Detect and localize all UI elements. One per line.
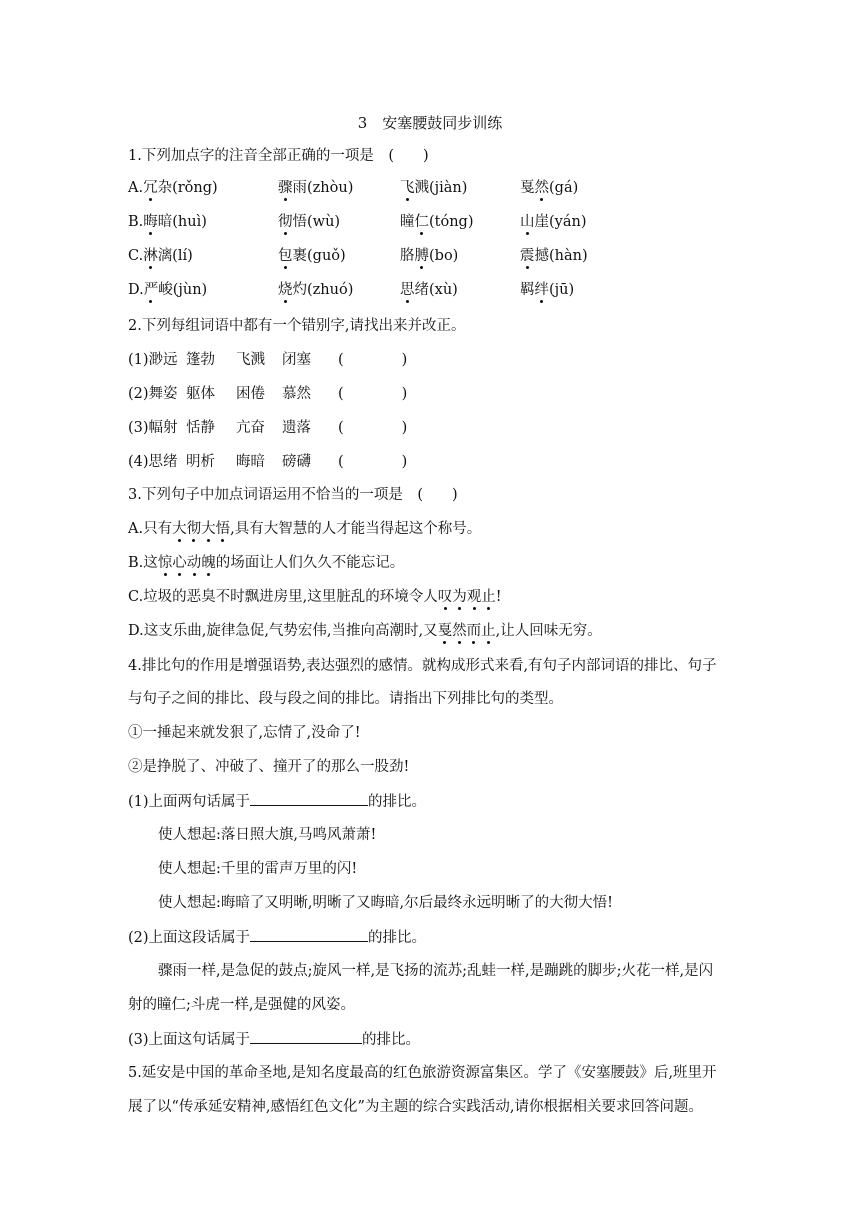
q1-option-item xyxy=(520,178,578,198)
emphasis-char: 心 xyxy=(172,555,187,571)
answer-blank-3[interactable] xyxy=(250,1029,362,1044)
q4-sentence-1: ①一捶起来就发狠了,忘情了,没命了! xyxy=(128,725,361,741)
q4-stem-line1: 4.排比句的作用是增强语势,表达强烈的感情。就构成形式来看,有句子内部词语的排比、句子 xyxy=(128,658,717,674)
answer-paren[interactable]: ( ) xyxy=(338,352,408,368)
q1-option-item xyxy=(128,178,218,198)
option-label: D. xyxy=(128,282,144,298)
pinyin-char: 骤 xyxy=(278,180,293,196)
q4-answer-3: (3)上面这句话属于 的排比。 xyxy=(128,1029,420,1050)
pinyin-text: 杂(rǒng) xyxy=(157,180,218,196)
q3-option-b: B.这惊心动魄的场面让人们久久不能忘记。 xyxy=(128,555,405,571)
q2-word: 亢奋 xyxy=(236,420,265,436)
pinyin-char: 瞳 xyxy=(400,214,415,230)
pinyin-char: 包 xyxy=(278,248,293,264)
pinyin-char: 胳 xyxy=(400,248,415,264)
pinyin-text: 暗(huì) xyxy=(157,214,207,230)
pinyin-text: (jū) xyxy=(549,282,575,298)
q2-word: (2)舞姿 xyxy=(128,386,178,402)
option-label: B. xyxy=(128,214,144,230)
emphasis-char: 悟 xyxy=(215,521,231,537)
q2-word: (1)渺远 xyxy=(128,352,178,368)
pinyin-text: 溅(jiàn) xyxy=(414,180,468,196)
answer-paren[interactable]: ( ) xyxy=(338,386,408,402)
emphasis-char: 大 xyxy=(172,521,187,537)
answer-paren[interactable]: ( ) xyxy=(338,420,408,436)
q2-word: 遗落 xyxy=(282,420,311,436)
pinyin-text: 漓(lí) xyxy=(157,248,193,264)
q1-option-item xyxy=(400,178,467,198)
q2-word: 躯体 xyxy=(186,386,215,402)
q4-passage-line3: 使人想起:晦暗了又明晰,明晰了又晦暗,尔后最终永远明晰了的大彻大悟! xyxy=(158,895,613,911)
q1-option-item xyxy=(278,178,353,198)
q1-option-item xyxy=(128,280,207,300)
pinyin-char: 山 xyxy=(520,214,535,230)
option-label: C. xyxy=(128,248,144,264)
q1-option-item xyxy=(520,280,574,300)
q4-passage-line1: 使人想起:落日照大旗,马鸣风萧萧! xyxy=(158,827,377,843)
emphasis-char: 魄 xyxy=(201,555,216,571)
q1-option-item xyxy=(278,212,340,232)
pinyin-text: 裹(guǒ) xyxy=(292,248,346,264)
q4-stem-line2: 与句子之间的排比、段与段之间的排比。请指出下列排比句的类型。 xyxy=(128,691,563,707)
emphasis-char: 叹 xyxy=(437,589,453,605)
q4-para-line1: 骤雨一样,是急促的鼓点;旋风一样,是飞扬的流苏;乱蛙一样,是蹦跳的脚步;火花一样,是闪 xyxy=(158,963,714,979)
emphasis-char: 彻 xyxy=(186,521,202,537)
q4-passage-line2: 使人想起:千里的雷声万里的闪! xyxy=(158,861,358,877)
emphasis-char: 大 xyxy=(201,521,216,537)
emphasis-char: 止 xyxy=(481,623,496,639)
pinyin-text: 绪(xù) xyxy=(414,282,458,298)
pinyin-char: 烧 xyxy=(278,282,293,298)
pinyin-char: 绊 xyxy=(534,282,549,298)
emphasis-char: 然 xyxy=(452,623,467,639)
pinyin-text: (bo) xyxy=(429,248,459,264)
q2-word: 飞溅 xyxy=(236,352,265,368)
q2-word: 明析 xyxy=(186,454,215,470)
q4-answer-2: (2)上面这段话属于 的排比。 xyxy=(128,927,426,948)
q1-option-item xyxy=(278,280,353,300)
answer-blank-2[interactable] xyxy=(250,927,368,942)
q2-word: 闭塞 xyxy=(282,352,311,368)
answer-blank-1[interactable] xyxy=(250,791,368,806)
q1-option-item xyxy=(520,212,587,232)
q1-option-item xyxy=(400,246,458,266)
page-title: 3 安塞腰鼓同步训练 xyxy=(357,114,503,132)
q4-para-line2: 射的瞳仁;斗虎一样,是强健的风姿。 xyxy=(128,997,355,1013)
pinyin-text: (gá) xyxy=(549,180,579,196)
pinyin-text: 撼(hàn) xyxy=(534,248,588,264)
q3-stem: 3.下列句子中加点词语运用不恰当的一项是 ( ) xyxy=(128,487,458,503)
q1-option-item xyxy=(128,212,207,232)
q2-word: 磅礴 xyxy=(282,454,311,470)
emphasis-char: 观 xyxy=(466,589,482,605)
pinyin-char: 震 xyxy=(520,248,535,264)
pinyin-char: 戛 xyxy=(520,180,535,196)
emphasis-char: 戛 xyxy=(437,623,453,639)
q1-stem: 1.下列加点字的注音全部正确的一项是 ( ) xyxy=(128,148,429,164)
pinyin-char: 飞 xyxy=(400,180,415,196)
emphasis-char: 动 xyxy=(186,555,202,571)
pinyin-char: 羁 xyxy=(520,282,535,298)
pinyin-char: 淋 xyxy=(143,248,158,264)
q3-option-c: C.垃圾的恶臭不时飘进房里,这里脏乱的环境令人叹为观止! xyxy=(128,589,502,605)
emphasis-char: 止 xyxy=(481,589,496,605)
q1-option-item xyxy=(278,246,346,266)
pinyin-text: 峻(jùn) xyxy=(158,282,208,298)
q2-word: (3)幅射 xyxy=(128,420,178,436)
pinyin-text: 雨(zhòu) xyxy=(292,180,354,196)
pinyin-char: 仁 xyxy=(414,214,429,230)
q1-option-item xyxy=(400,212,474,232)
q2-word: 困倦 xyxy=(236,386,265,402)
q2-stem: 2.下列每组词语中都有一个错别字,请找出来并改正。 xyxy=(128,318,466,334)
pinyin-char: 晦 xyxy=(143,214,158,230)
q1-option-item xyxy=(128,246,193,266)
pinyin-char: 彻 xyxy=(278,214,293,230)
emphasis-char: 为 xyxy=(452,589,467,605)
q2-word: (4)思绪 xyxy=(128,454,178,470)
q2-word: 恬静 xyxy=(186,420,215,436)
q4-sentence-2: ②是挣脱了、冲破了、撞开了的那么一股劲! xyxy=(128,759,410,775)
pinyin-char: 冗 xyxy=(143,180,158,196)
option-label: A. xyxy=(128,180,144,196)
q3-option-d: D.这支乐曲,旋律急促,气势宏伟,当推向高潮时,又戛然而止,让人回味无穷。 xyxy=(128,623,602,639)
q2-word: 晦暗 xyxy=(236,454,265,470)
q1-option-item xyxy=(520,246,588,266)
answer-paren[interactable]: ( ) xyxy=(338,454,408,470)
pinyin-text: 崖(yán) xyxy=(534,214,587,230)
emphasis-char: 而 xyxy=(466,623,482,639)
emphasis-char: 惊 xyxy=(157,555,173,571)
q5-line1: 5.延安是中国的革命圣地,是知名度最高的红色旅游资源富集区。学了《安塞腰鼓》后,班里开 xyxy=(128,1065,717,1081)
q1-option-item xyxy=(400,280,458,300)
q2-word: 篷勃 xyxy=(186,352,215,368)
pinyin-char: 思 xyxy=(400,282,415,298)
pinyin-char: 膊 xyxy=(414,248,429,264)
pinyin-char: 然 xyxy=(534,180,549,196)
pinyin-text: (tóng) xyxy=(429,214,474,230)
pinyin-char: 严 xyxy=(143,282,159,298)
pinyin-text: 灼(zhuó) xyxy=(292,282,354,298)
pinyin-text: 悟(wù) xyxy=(292,214,341,230)
q5-line2: 展了以“传承延安精神,感悟红色文化”为主题的综合实践活动,请你根据相关要求回答问题。 xyxy=(128,1099,704,1115)
q2-word: 慕然 xyxy=(282,386,311,402)
q4-answer-1: (1)上面两句话属于 的排比。 xyxy=(128,791,426,812)
q3-option-a: A.只有大彻大悟,具有大智慧的人才能当得起这个称号。 xyxy=(128,521,482,537)
